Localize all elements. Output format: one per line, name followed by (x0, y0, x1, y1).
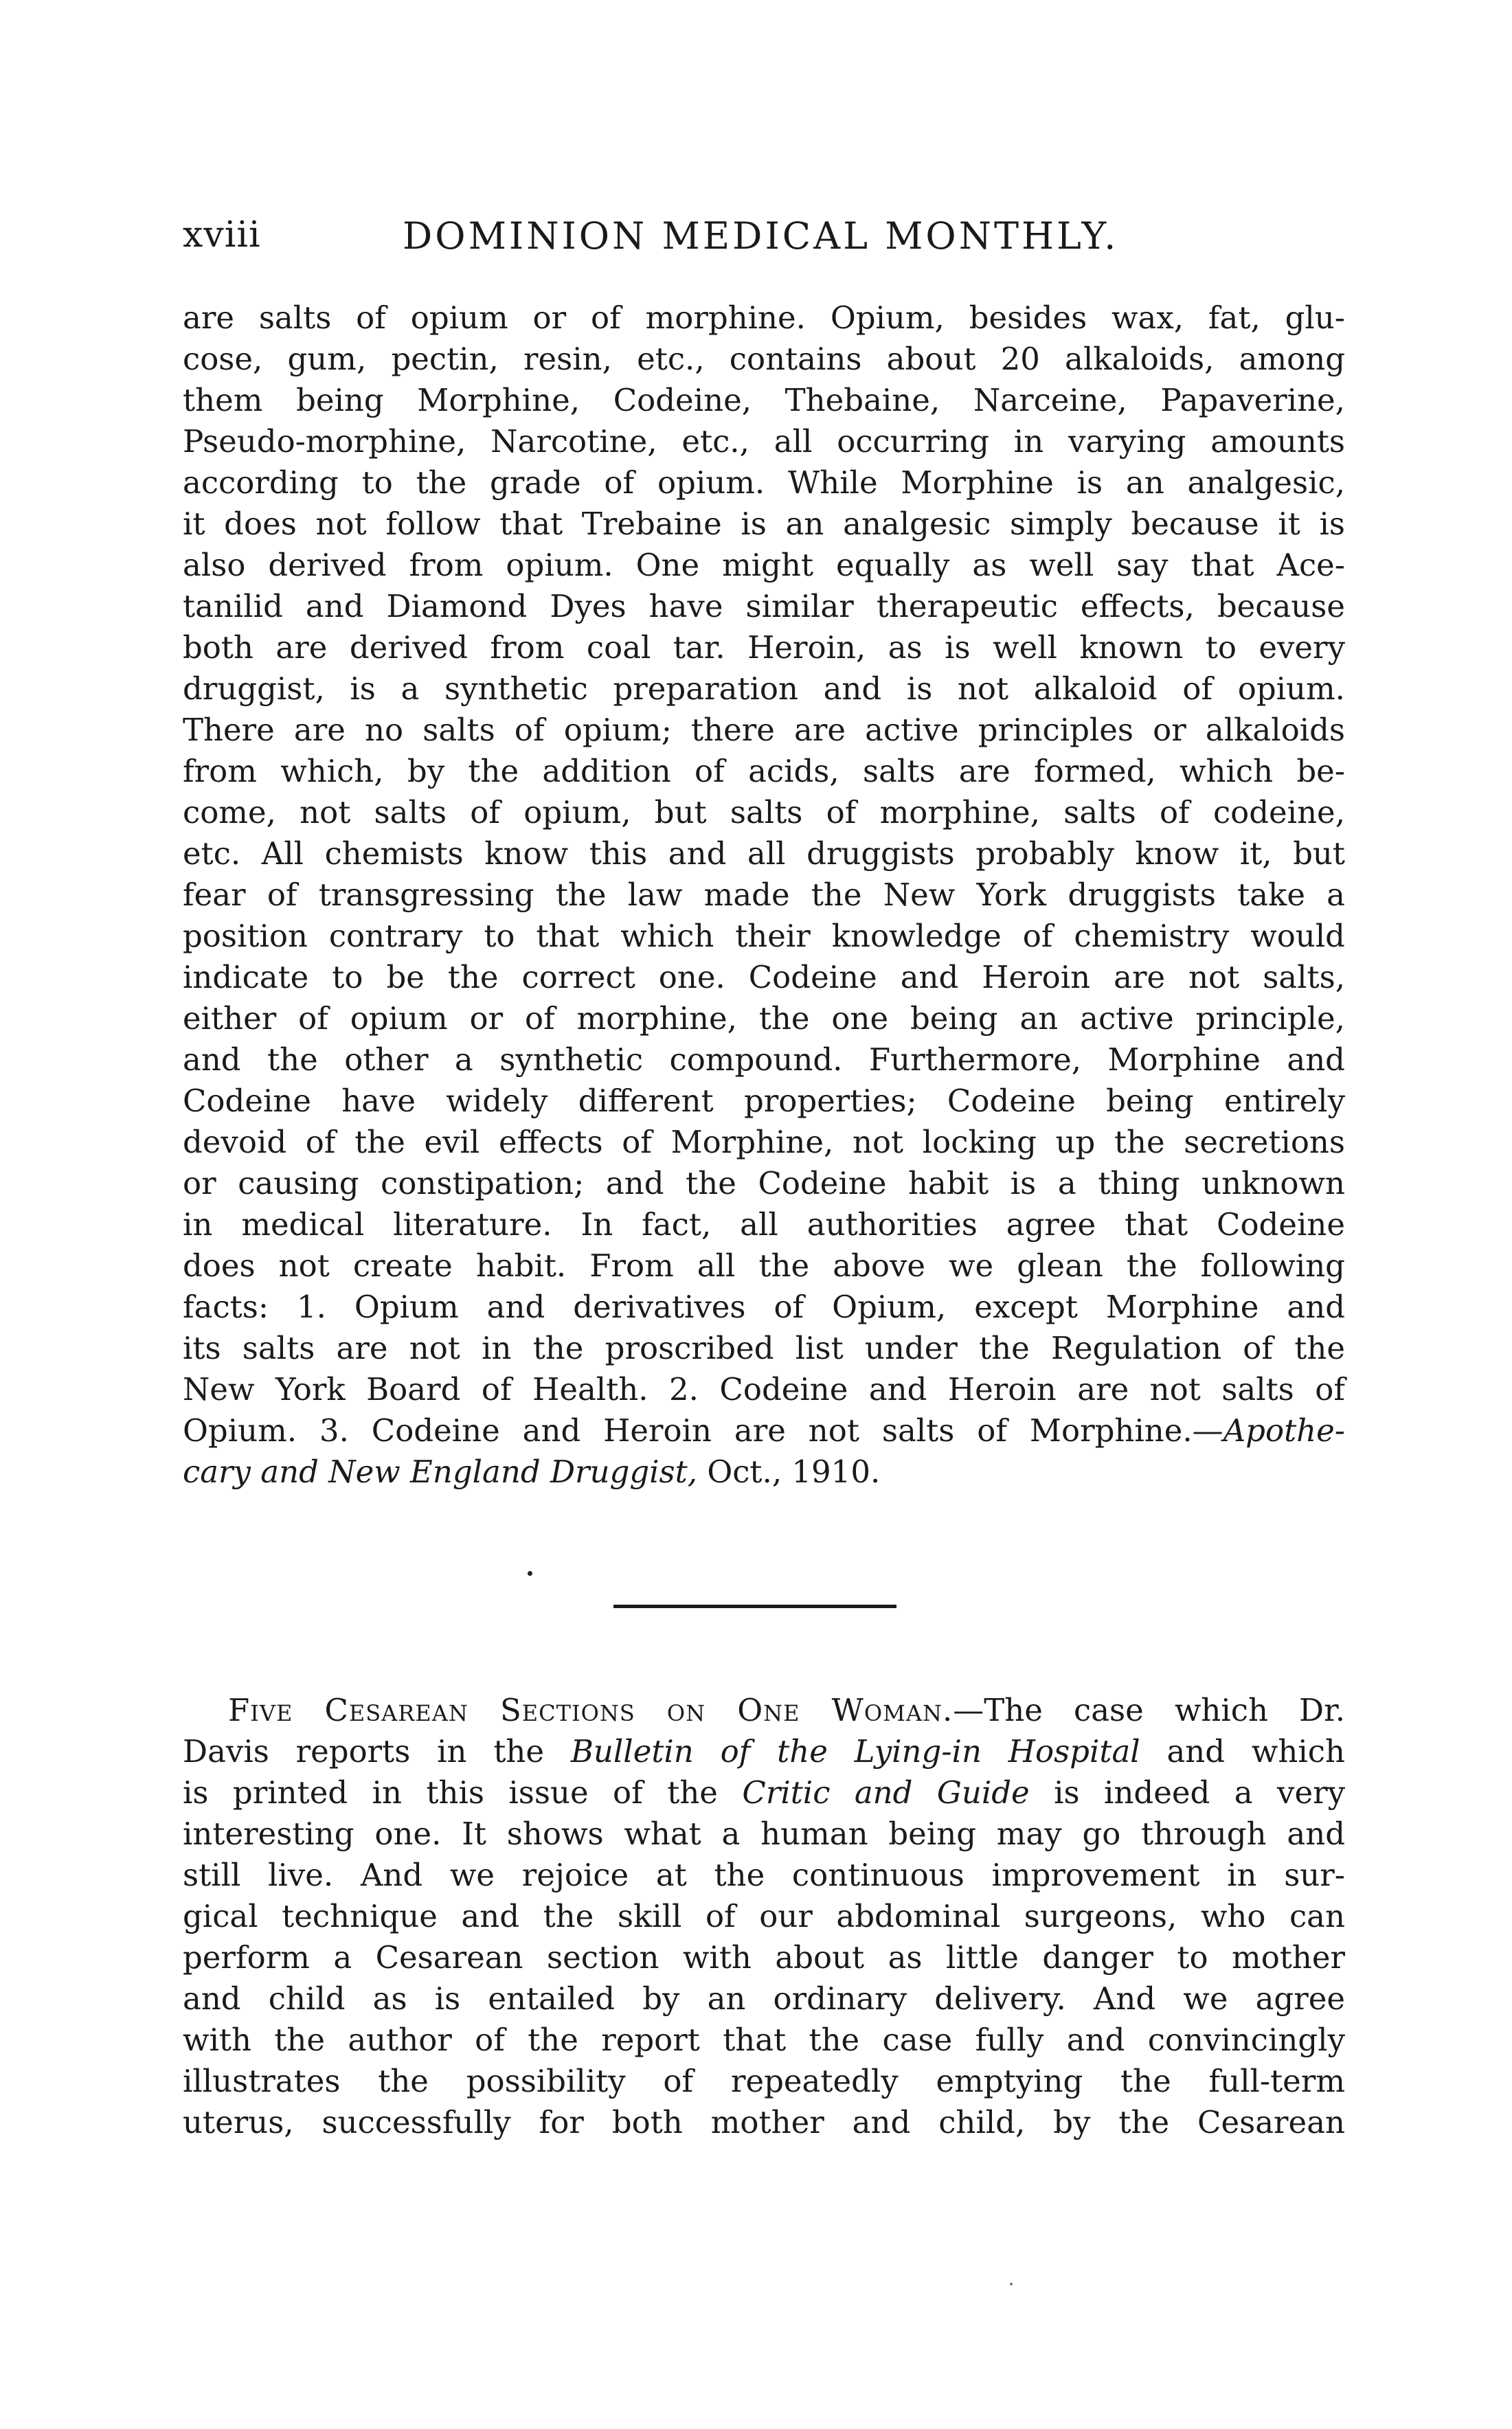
article-first-line (183, 1690, 1345, 1731)
text-line: gical technique and the skill of our abdominal surgeons, who can (183, 1898, 1345, 1934)
text-line: perform a Cesarean section with about as little danger to mother (183, 1939, 1345, 1976)
citation-date: Oct., 1910. (697, 1454, 881, 1490)
text-line: either of opium or of morphine, the one being an active principle, (183, 1000, 1345, 1037)
running-title: DOMINION MEDICAL MONTHLY. (403, 214, 1119, 258)
article-five-cesarean-sections (183, 1690, 1345, 2143)
publication-title: Critic and Guide (742, 1774, 1030, 1811)
text-line: it does not follow that Trebaine is an analgesic simply because it is (183, 506, 1345, 542)
stray-dot (528, 1571, 532, 1576)
article-title: Five Cesarean Sections on One Woman. (228, 1692, 954, 1728)
text-line: does not create habit. From all the above we glean the following (183, 1247, 1345, 1284)
text-line: come, not salts of opium, but salts of morphine, salts of codeine, (183, 794, 1345, 831)
text-line: them being Morphine, Codeine, Thebaine, Narceine, Papaverine, (183, 382, 1345, 418)
text-line: or causing constipation; and the Codeine habit is a thing unknown (183, 1165, 1345, 1201)
text-line: still live. And we rejoice at the continuous improvement in sur- (183, 1857, 1345, 1893)
text-line: are salts of opium or of morphine. Opium, besides wax, fat, glu- (183, 300, 1345, 336)
text-line: etc. All chemists know this and all druggists probably know it, but (183, 835, 1345, 872)
citation-line (183, 1451, 1345, 1493)
text-line-content: Davis reports in the (183, 1733, 571, 1770)
text-line: druggist, is a synthetic preparation and is not alkaloid of opium. (183, 670, 1345, 707)
text-line-content: Opium. 3. Codeine and Heroin are not salts of Morphine.— (183, 1412, 1223, 1449)
text-line: There are no salts of opium; there are active principles or alkaloids (183, 712, 1345, 748)
text-line: New York Board of Health. 2. Codeine and Heroin are not salts of (183, 1371, 1345, 1408)
text-line: according to the grade of opium. While Morphine is an analgesic, (183, 464, 1345, 501)
text-line: tanilid and Diamond Dyes have similar therapeutic effects, because (183, 588, 1345, 624)
text-line: uterus, successfully for both mother and child, by the Cesarean (183, 2104, 1345, 2140)
text-line: in medical literature. In fact, all authorities agree that Codeine (183, 1206, 1345, 1243)
text-line: Pseudo-morphine, Narcotine, etc., all occurring in varying amounts (183, 423, 1345, 460)
text-line-with-citation (183, 1410, 1345, 1451)
section-divider (613, 1605, 896, 1608)
text-line: and child as is entailed by an ordinary delivery. And we agree (183, 1980, 1345, 2017)
publication-title: Bulletin of the Lying-in Hospital (570, 1733, 1140, 1770)
text-line (183, 1772, 1345, 1814)
page-number: xviii (183, 214, 261, 256)
text-line: facts: 1. Opium and derivatives of Opium, except Morphine and (183, 1289, 1345, 1325)
citation-source: cary and New England Druggist, (183, 1454, 698, 1490)
citation-source-start: Apothe- (1223, 1412, 1345, 1449)
text-line: indicate to be the correct one. Codeine and Heroin are not salts, (183, 959, 1345, 995)
text-line-content: and which (1140, 1733, 1345, 1770)
text-line: Codeine have widely different properties; Codeine being entirely (183, 1083, 1345, 1119)
text-line: position contrary to that which their knowledge of chemistry would (183, 918, 1345, 954)
text-line: and the other a synthetic compound. Furthermore, Morphine and (183, 1041, 1345, 1078)
text-line: its salts are not in the proscribed list under the Regulation of the (183, 1330, 1345, 1366)
text-line: devoid of the evil effects of Morphine, not locking up the secretions (183, 1124, 1345, 1160)
text-line: cose, gum, pectin, resin, etc., contains about 20 alkaloids, among (183, 341, 1345, 377)
article-continuation (183, 297, 1345, 1493)
text-line-content: —The case which Dr. (953, 1692, 1345, 1728)
text-line-content: is printed in this issue of the (183, 1774, 743, 1811)
text-line: illustrates the possibility of repeatedly emptying the full-term (183, 2063, 1345, 2099)
text-line: with the author of the report that the case fully and convincingly (183, 2022, 1345, 2058)
text-line: from which, by the addition of acids, salts are formed, which be- (183, 753, 1345, 789)
page-header (183, 214, 1344, 262)
text-line: fear of transgressing the law made the New York druggists take a (183, 877, 1345, 913)
text-line (183, 1731, 1345, 1772)
text-line: both are derived from coal tar. Heroin, as is well known to every (183, 629, 1345, 666)
text-line: also derived from opium. One might equally as well say that Ace- (183, 547, 1345, 583)
text-line: interesting one. It shows what a human being may go through and (183, 1816, 1345, 1852)
stray-speck (1010, 2283, 1013, 2285)
text-line-content: is indeed a very (1029, 1774, 1346, 1811)
